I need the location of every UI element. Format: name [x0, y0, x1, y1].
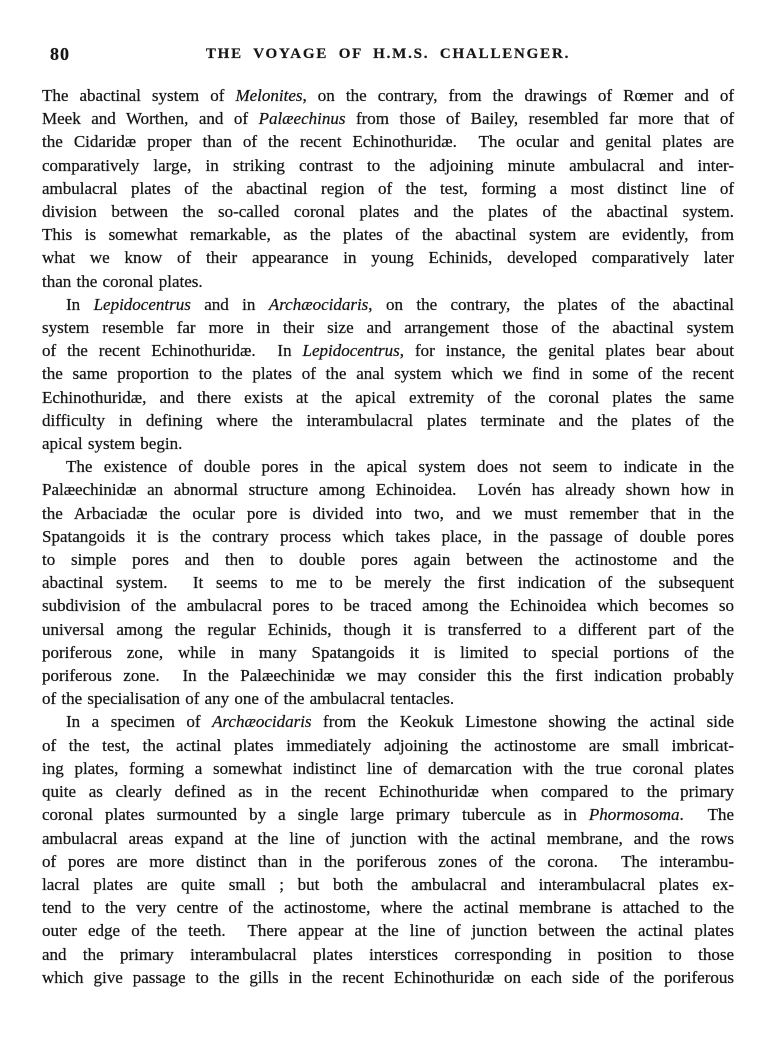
species-name: Palæechinus — [258, 109, 346, 129]
text-segment: of the test, the actinal plates immediately adjoining the actinostome are small imbricat- — [42, 735, 734, 755]
text-line — [42, 154, 734, 177]
text-segment: apical system begin. — [42, 434, 183, 454]
text-line — [42, 757, 734, 780]
text-line — [42, 873, 734, 896]
text-line — [42, 223, 734, 246]
text-segment: from the Keokuk Limestone showing the actinal side — [311, 712, 734, 732]
text-line — [42, 571, 734, 594]
text-segment: poriferous zone, while in many Spatangoids it is limited to special portions of the — [42, 642, 734, 662]
text-segment: difficulty in defining where the interambulacral plates terminate and the plates of the — [42, 410, 734, 430]
text-line — [42, 455, 734, 478]
text-segment: than the coronal plates. — [42, 271, 203, 291]
text-line — [42, 107, 734, 130]
text-segment: comparatively large, in striking contrast to the adjoining minute ambulacral and inter- — [42, 155, 734, 175]
text-line — [42, 362, 734, 385]
text-segment: the Cidaridæ proper than of the recent Echinothuridæ. The ocular and genital plates are — [42, 132, 734, 152]
text-line — [42, 803, 734, 826]
text-line — [42, 130, 734, 153]
text-line — [42, 734, 734, 757]
text-segment: and in — [190, 294, 269, 314]
text-segment: of pores are more distinct than in the poriferous zones of the corona. The interambu- — [42, 851, 734, 871]
text-segment: lacral plates are quite small ; but both the ambulacral and interambulacral plates ex- — [42, 874, 734, 894]
text-segment: This is somewhat remarkable, as the plates of the abactinal system are evidently, from — [42, 225, 734, 245]
text-line — [42, 966, 734, 989]
text-segment: what we know of their appearance in young Echinids, developed comparatively later — [42, 248, 734, 268]
text-segment: of the recent Echinothuridæ. In — [42, 341, 303, 361]
text-line — [42, 641, 734, 664]
text-segment: Meek and Worthen, and of — [42, 109, 259, 129]
text-segment: The existence of double pores in the apical system does not seem to indicate in the — [66, 457, 734, 477]
text-segment: ing plates, forming a somewhat indistinct line of demarcation with the true coronal plates — [42, 758, 734, 778]
text-segment: universal among the regular Echinids, though it is transferred to a different part of the — [42, 619, 734, 639]
text-segment: the Arbaciadæ the ocular pore is divided into two, and we must remember that in the — [42, 503, 734, 523]
page-header — [42, 44, 734, 68]
text-line — [42, 710, 734, 733]
text-segment: poriferous zone. In the Palæechinidæ we may consider this the first indication probably — [42, 666, 734, 686]
species-name: Archæocidaris — [212, 712, 312, 732]
page-number: 80 — [50, 44, 70, 64]
text-segment: abactinal system. It seems to me to be merely the first indication of the subsequent — [42, 573, 734, 593]
species-name: Lepidocentrus — [93, 294, 191, 314]
text-segment: outer edge of the teeth. There appear at the line of junction between the actinal plates — [42, 921, 734, 941]
species-name: Phormosoma — [588, 805, 680, 825]
text-line — [42, 386, 734, 409]
text-segment: In a specimen of — [66, 712, 213, 732]
text-segment: ambulacral areas expand at the line of junction with the actinal membrane, and the rows — [42, 828, 734, 848]
text-line — [42, 339, 734, 362]
text-segment: , on the contrary, the plates of the abactinal — [368, 294, 734, 314]
text-segment: division between the so-called coronal plates and the plates of the abactinal system. — [42, 202, 734, 222]
paragraph — [42, 710, 734, 988]
text-segment: the same proportion to the plates of the anal system which we find in some of the recent — [42, 364, 734, 384]
species-name: Archæocidaris — [268, 294, 369, 314]
text-line — [42, 246, 734, 269]
text-segment: Echinothuridæ, and there exists at the apical extremity of the coronal plates the same — [42, 387, 734, 407]
text-line — [42, 780, 734, 803]
text-segment: The abactinal system of — [42, 86, 236, 105]
text-line — [42, 943, 734, 966]
text-segment: . The — [679, 805, 734, 825]
paragraph — [42, 293, 734, 455]
text-segment: which give passage to the gills in the recent Echinothuridæ on each side of the poriferous — [42, 967, 734, 987]
text-segment: Spatangoids it is the contrary process which takes place, in the passage of double pores — [42, 526, 734, 546]
text-line — [42, 919, 734, 942]
text-segment: tend to the very centre of the actinostome, where the actinal membrane is attached to the — [42, 898, 734, 918]
text-line — [42, 84, 734, 107]
text-segment: of the specialisation of any one of the ambulacral tentacles. — [42, 689, 455, 709]
text-line — [42, 896, 734, 919]
text-line — [42, 409, 734, 432]
text-line — [42, 687, 734, 710]
text-segment: quite as clearly defined as in the recent Echinothuridæ when compared to the primary — [42, 782, 734, 802]
text-line — [42, 200, 734, 223]
text-segment: coronal plates surmounted by a single large primary tubercule as in — [42, 805, 589, 825]
text-line — [42, 478, 734, 501]
text-line — [42, 827, 734, 850]
text-line — [42, 432, 734, 455]
species-name: Lepidocentrus — [302, 341, 400, 361]
paragraph — [42, 455, 734, 710]
species-name: Melonites — [235, 86, 303, 105]
text-segment: , on the contrary, from the drawings of Rœmer and of — [302, 86, 734, 105]
text-segment: ambulacral plates of the abactinal region of the test, forming a most distinct line of — [42, 178, 734, 198]
text-line — [42, 316, 734, 339]
text-line — [42, 618, 734, 641]
text-segment: from those of Bailey, resembled far more that of — [345, 109, 734, 129]
paragraph — [42, 84, 734, 293]
text-segment: In — [66, 294, 94, 314]
page-body — [42, 84, 734, 989]
text-line — [42, 177, 734, 200]
running-title: THE VOYAGE OF H.M.S. CHALLENGER. — [205, 46, 571, 62]
text-line — [42, 502, 734, 525]
text-segment: to simple pores and then to double pores again between the actinostome and the — [42, 550, 734, 570]
text-segment: and the primary interambulacral plates interstices corresponding in position to those — [42, 944, 734, 964]
text-line — [42, 664, 734, 687]
text-line — [42, 548, 734, 571]
text-segment: subdivision of the ambulacral pores to be traced among the Echinoidea which becomes so — [42, 596, 734, 616]
text-segment: Palæechinidæ an abnormal structure among Echinoidea. Lovén has already shown how in — [42, 480, 734, 500]
text-line — [42, 293, 734, 316]
text-segment: , for instance, the genital plates bear about — [399, 341, 734, 361]
text-line — [42, 850, 734, 873]
text-line — [42, 525, 734, 548]
text-segment: system resemble far more in their size and arrangement those of the abactinal system — [42, 318, 734, 338]
text-line — [42, 594, 734, 617]
text-line — [42, 270, 734, 293]
